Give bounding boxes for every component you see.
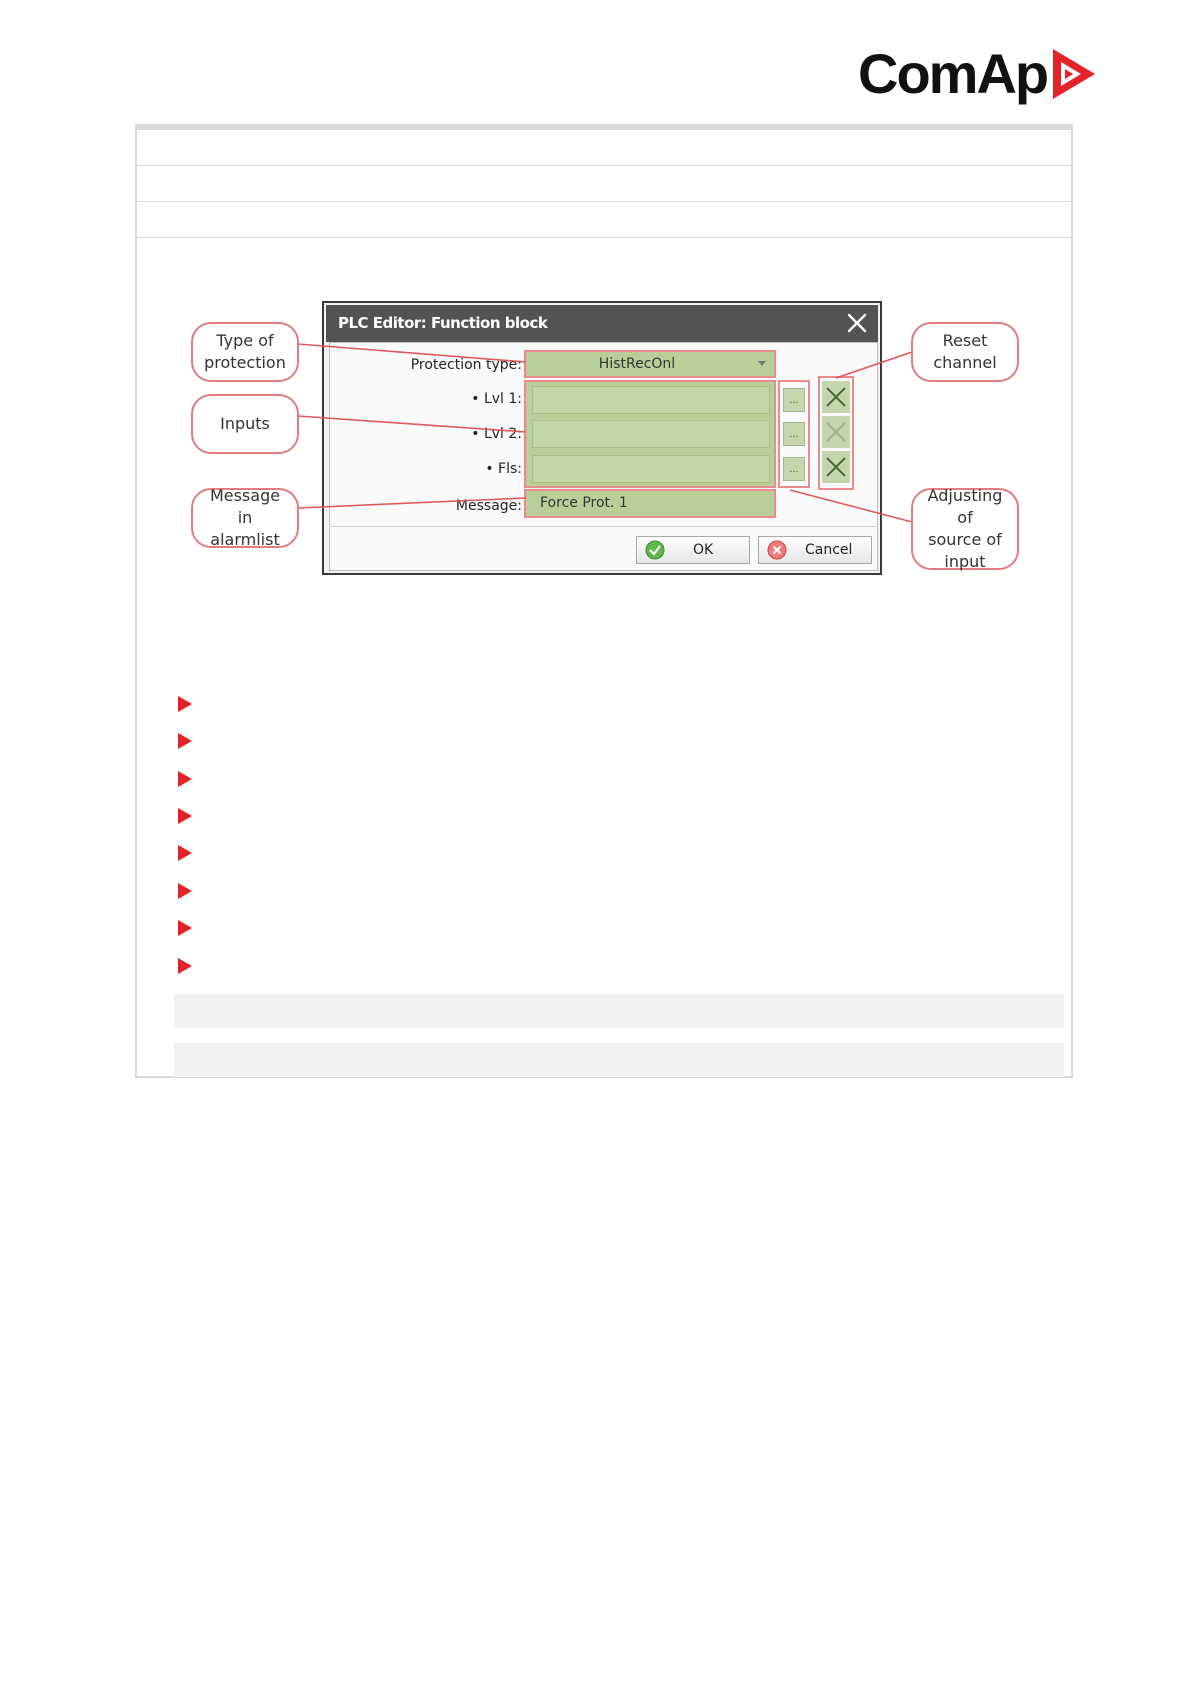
- ok-label: OK: [693, 542, 714, 558]
- callout-line: alarmlist: [210, 530, 280, 549]
- lvl2-reset-button[interactable]: [822, 416, 850, 448]
- message-label: Message:: [455, 498, 522, 514]
- protection-type-dropdown[interactable]: [524, 350, 776, 378]
- triangle-bullet-icon: [178, 920, 192, 936]
- chevron-down-icon: [758, 361, 766, 367]
- x-icon: [825, 421, 847, 443]
- lvl1-label: • Lvl 1:: [471, 391, 522, 407]
- table-row-divider: [137, 237, 1071, 238]
- note-bar: [174, 1043, 1064, 1077]
- callout-adjusting-source-of-input: [911, 488, 1019, 570]
- comap-logo: [858, 44, 1097, 104]
- table-row-divider: [137, 201, 1071, 202]
- lvl2-browse-button[interactable]: ...: [783, 422, 805, 446]
- lvl2-input[interactable]: [532, 420, 770, 448]
- triangle-bullet-icon: [178, 696, 192, 712]
- close-icon[interactable]: [842, 308, 872, 338]
- x-icon: [825, 456, 847, 478]
- callout-line: Inputs: [220, 414, 270, 433]
- callout-message-in-alarmlist: [191, 488, 299, 548]
- lvl1-browse-button[interactable]: ...: [783, 388, 805, 412]
- triangle-bullet-icon: [178, 733, 192, 749]
- cancel-button[interactable]: [758, 536, 872, 564]
- fls-browse-button[interactable]: ...: [783, 457, 805, 481]
- callout-inputs: [191, 394, 299, 454]
- lvl1-input[interactable]: [532, 386, 770, 414]
- triangle-bullet-icon: [178, 883, 192, 899]
- callout-line: input: [944, 552, 986, 571]
- protection-type-value: HistRecOnl: [598, 356, 676, 372]
- dialog-title: PLC Editor: Function block: [326, 305, 878, 342]
- cancel-circle-icon: [767, 540, 787, 560]
- content-table: [135, 124, 1073, 1078]
- callout-line: protection: [204, 353, 286, 372]
- fls-input[interactable]: [532, 455, 770, 483]
- message-field[interactable]: [524, 489, 776, 518]
- message-value: Force Prot. 1: [540, 495, 628, 511]
- ok-button[interactable]: [636, 536, 750, 564]
- comap-arrow-icon: [1051, 47, 1097, 101]
- callout-reset-channel: [911, 322, 1019, 382]
- callout-line: Reset: [942, 331, 988, 350]
- callout-line: channel: [933, 353, 997, 372]
- triangle-bullet-icon: [178, 845, 192, 861]
- lvl2-label: • Lvl 2:: [471, 426, 522, 442]
- cancel-label: Cancel: [805, 542, 853, 558]
- x-icon: [825, 386, 847, 408]
- fls-label: • Fls:: [485, 461, 522, 477]
- check-circle-icon: [645, 540, 665, 560]
- callout-line: Adjusting of: [927, 486, 1003, 527]
- table-row-divider: [137, 165, 1071, 166]
- triangle-bullet-icon: [178, 808, 192, 824]
- dialog-separator: [329, 526, 878, 527]
- callout-line: source of: [928, 530, 1002, 549]
- note-bar: [174, 994, 1064, 1028]
- callout-line: Message in: [209, 486, 281, 527]
- lvl1-reset-button[interactable]: [822, 381, 850, 413]
- callout-type-of-protection: [191, 322, 299, 382]
- callout-line: Type of: [216, 331, 274, 350]
- protection-type-label: Protection type:: [410, 357, 522, 373]
- triangle-bullet-icon: [178, 771, 192, 787]
- logo-text: ComAp: [858, 42, 1048, 105]
- fls-reset-button[interactable]: [822, 451, 850, 483]
- triangle-bullet-icon: [178, 958, 192, 974]
